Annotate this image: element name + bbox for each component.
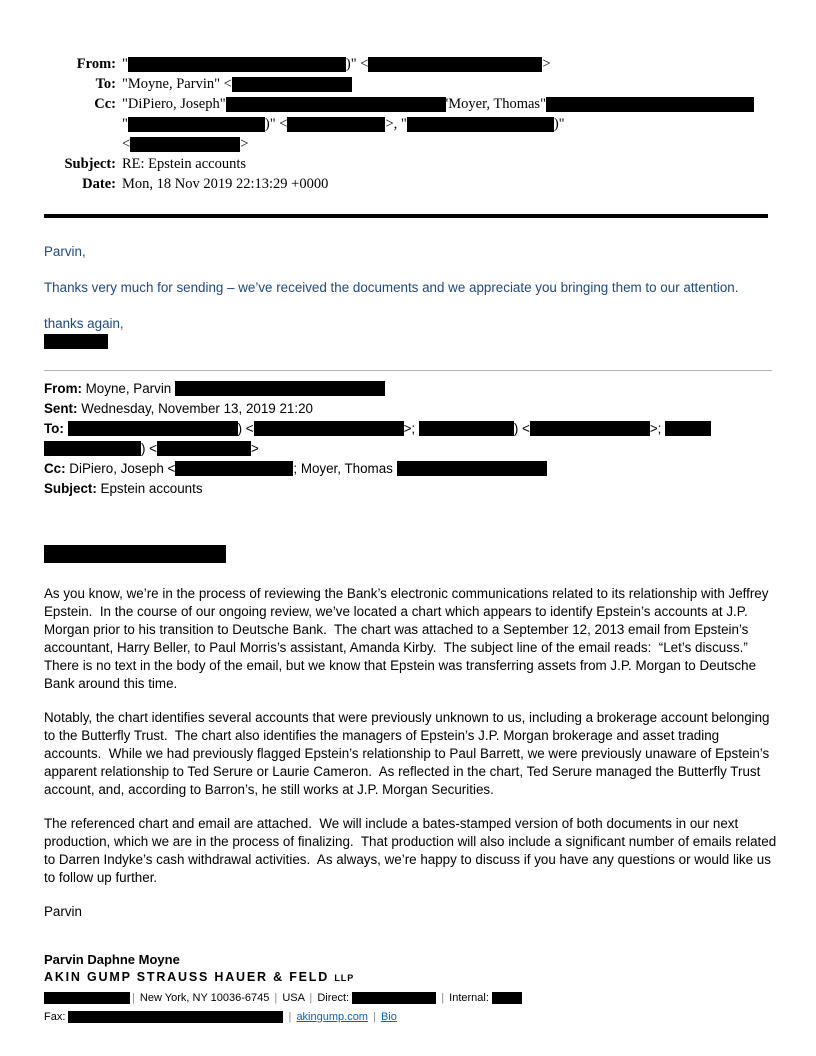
redaction-bar [68, 1011, 283, 1023]
text-line: "Moyne, Parvin" < [122, 74, 776, 94]
redaction-bar-salutation [44, 545, 226, 563]
header-row-subject [44, 154, 776, 174]
to-label: To: [95, 76, 116, 92]
header-row-to [44, 74, 776, 94]
subject-value [122, 154, 776, 174]
separator: | [441, 991, 445, 1004]
redaction-bar [368, 57, 542, 72]
separator: | [274, 991, 278, 1004]
body-signoff: Parvin [44, 903, 82, 919]
header-row-date [44, 174, 776, 194]
redaction-bar [665, 421, 711, 435]
link-akingump-com[interactable]: akingump.com [296, 1010, 368, 1023]
redaction-bar [546, 97, 754, 112]
redaction-bar [419, 421, 514, 435]
from-value [122, 54, 776, 74]
redaction-bar [128, 117, 265, 132]
field-label: From: [44, 380, 82, 396]
email-header [44, 54, 776, 194]
text-line: Cc: DiPiero, Joseph < ; Moyer, Thomas [44, 460, 772, 480]
reply-message [44, 243, 772, 349]
redaction-bar [128, 57, 346, 72]
redaction-bar [130, 137, 240, 152]
text-line: "DiPiero, Joseph" 'Moyer, Thomas" [122, 94, 776, 114]
reply-closing: thanks again, [44, 315, 124, 331]
text-line: " )" < >, " )" [122, 116, 565, 132]
redaction-bar [254, 421, 404, 435]
signature-block [44, 951, 772, 1026]
redaction-bar [226, 97, 446, 112]
signature-firm [44, 968, 772, 988]
text-line: Subject: Epstein accounts [44, 480, 203, 496]
text-line: To: ) < >; ) < >; [44, 420, 772, 440]
separator: | [373, 1010, 376, 1023]
field-label: Sent: [44, 400, 78, 416]
text-line: ) < > [44, 440, 772, 460]
signature-contact-line: | New York, NY 10036-6745 | USA | Direct: | Internal: [44, 990, 772, 1007]
text-line: From: Moyne, Parvin [44, 380, 772, 400]
separator: | [309, 991, 313, 1004]
date-label: Date: [82, 176, 116, 192]
field-label: Subject: [44, 480, 97, 496]
cc-label: Cc: [94, 96, 116, 112]
link-bio[interactable]: Bio [380, 1010, 397, 1023]
redaction-bar [44, 441, 141, 455]
field-label: Cc: [44, 460, 66, 476]
redaction-bar [68, 421, 238, 435]
body-paragraph-3: The referenced chart and email are attached. We will include a bates-stamped version of both documents in our next production, which we are in the process of finalizing. That production will also include a significant number of emails related to Darren Indyke’s cash withdrawal activities. As always, we’re happy to discuss if you have any questions or would like us to follow up further. [44, 815, 780, 885]
text-line: " )" < > [122, 56, 551, 72]
redaction-bar [157, 441, 251, 455]
header-row-from [44, 54, 776, 74]
signature-fax-line: Fax: | akingump.com | Bio [44, 1010, 397, 1023]
firm-name: AKIN GUMP STRAUSS HAUER & FELD [44, 969, 330, 984]
quoted-email-header [44, 380, 772, 500]
quoted-message-divider [44, 370, 772, 371]
text-line: < > [122, 136, 249, 152]
redaction-bar [232, 77, 352, 92]
redaction-bar-sender-name [44, 334, 108, 349]
signature-name: Parvin Daphne Moyne [44, 951, 180, 967]
redaction-bar [175, 461, 293, 475]
to-value [122, 74, 776, 94]
body-paragraph-2: Notably, the chart identifies several accounts that were previously unknown to us, including a brokerage account belonging to the Butterfly Trust. The chart also identifies the managers of Epstein’s J.P. Morgan brokerage and asset trading accounts. While we had previously flagged Epstein’s relationship to Paul Barrett, we were previously unaware of Epstein’s apparent relationship to Ted Serure or Laurie Cameron. As reflected in the chart, Ted Serure managed the Butterfly Trust account, and, according to Barron’s, he still works at J.P. Morgan Securities. [44, 709, 774, 797]
redaction-bar [530, 421, 650, 435]
text-line: Sent: Wednesday, November 13, 2019 21:20 [44, 400, 313, 416]
header-divider-rule [44, 214, 768, 218]
field-label: To: [44, 420, 64, 436]
from-label: From: [76, 56, 116, 72]
text-line: RE: Epstein accounts [122, 156, 247, 172]
cc-value [122, 94, 776, 154]
redaction-bar [175, 381, 385, 395]
separator: | [288, 1010, 292, 1023]
text-line: Mon, 18 Nov 2019 22:13:29 +0000 [122, 176, 329, 192]
header-row-cc [44, 94, 776, 154]
separator: | [132, 991, 135, 1004]
redaction-bar [352, 992, 436, 1004]
body-paragraph-1: As you know, we’re in the process of reviewing the Bank’s electronic communications related to its relationship with Jeffrey Epstein. In the course of our ongoing review, we’ve located a chart which appears to identify Epstein’s accounts at J.P. Morgan prior to his transition to Deutsche Bank. The chart was attached to a September 12, 2013 email from Epstein’s accountant, Harry Beller, to Paul Morris’s assistant, Amanda Kirby. The subject line of the email reads: “Let’s discuss.” There is no text in the body of the email, but we know that Epstein was transferring assets from J.P. Morgan to Deutsche Bank around this time. [44, 585, 773, 691]
redaction-bar [287, 117, 385, 132]
reply-greeting: Parvin, [44, 243, 86, 259]
redaction-bar [44, 992, 130, 1004]
firm-suffix: LLP [334, 972, 355, 983]
date-value [122, 174, 776, 194]
subject-label: Subject: [64, 156, 116, 172]
redaction-bar [492, 992, 522, 1004]
reply-body-text: Thanks very much for sending – we’ve received the documents and we appreciate you bringing them to our attention. [44, 279, 739, 295]
email-body [44, 545, 778, 921]
redaction-bar [407, 117, 554, 132]
redaction-bar [397, 461, 547, 475]
